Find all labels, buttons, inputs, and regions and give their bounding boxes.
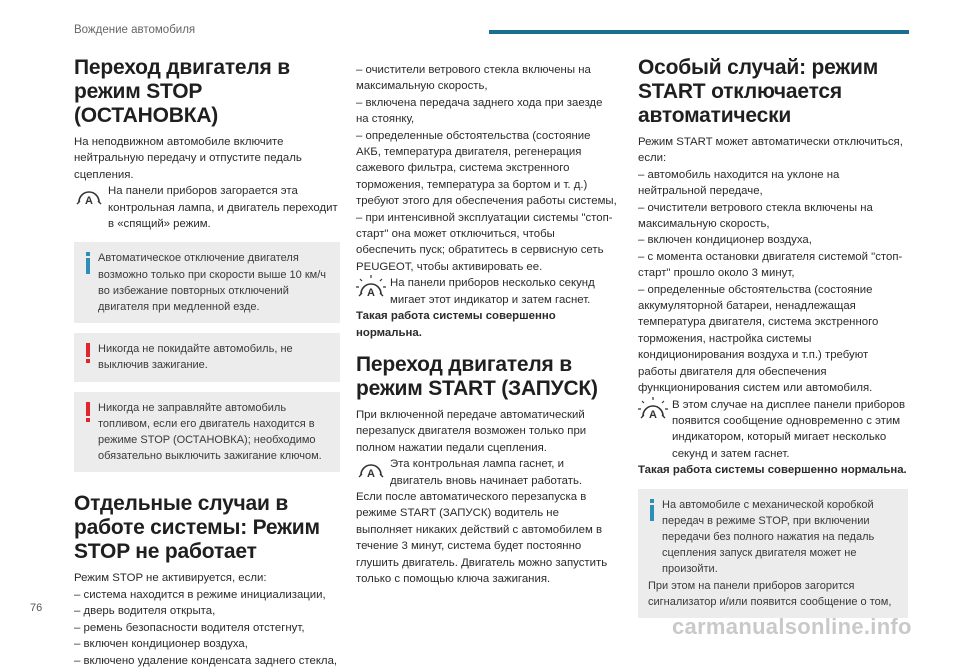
auto-stop-blink-icon xyxy=(638,397,668,427)
heading-start-mode: Переход двигателя в режим START (ЗАПУСК) xyxy=(356,352,598,400)
warning-box xyxy=(74,392,340,473)
info-box-text: На автомобиле с механической коробкой передач в режиме STOP, при включении передачи без полного нажатия на педаль сцепления запуск двигателя может не произойти. xyxy=(662,498,875,576)
list-item: – система находится в режиме инициализации, xyxy=(74,588,326,601)
paragraph: При включенной передаче автоматический перезапуск двигателя возможен только при полном нажатии педали сцепления. xyxy=(356,408,587,454)
list-item: – при интенсивной эксплуатации системы "стоп-старт" она может отключиться, чтобы обеспечить пуск; обратитесь в сервисную сеть PEUGEOT, чтобы активировать ее. xyxy=(356,211,613,273)
paragraph: На неподвижном автомобиле включите нейтральную передачу и отпустите педаль сцепления. xyxy=(74,136,302,181)
list-item: – очистители ветрового стекла включены на максимальную скорость, xyxy=(356,64,591,93)
header-accent-bar xyxy=(489,30,909,34)
info-box xyxy=(638,489,908,618)
icon-paragraph xyxy=(638,397,908,463)
heading-stop-mode: Переход двигателя в режим STOP (ОСТАНОВКА) xyxy=(74,56,290,127)
normal-operation-note: Такая работа системы совершенно нормальна. xyxy=(356,310,556,339)
paragraph: Если после автоматического перезапуска в режиме START (ЗАПУСК) водитель не выполняет никаких действий с автомобилем в течение 3 минут, система будет постоянно глушить двигатель. Двигатель можно запустить только с помощью ключа зажигания. xyxy=(356,490,608,585)
list-item: – включено удаление конденсата заднего стекла, xyxy=(74,654,338,667)
warning-icon xyxy=(86,402,90,422)
heading-start-disabled: Особый случай: режим START отключается автоматически xyxy=(638,56,879,127)
list-item: – дверь водителя открыта, xyxy=(74,605,216,618)
warning-icon xyxy=(86,343,90,363)
info-box-text: При этом на панели приборов загорится сигнализатор и/или появится сообщение о том, xyxy=(648,579,892,608)
icon-paragraph xyxy=(356,275,618,308)
auto-stop-blink-icon xyxy=(356,275,386,305)
list-item: – включен кондиционер воздуха, xyxy=(638,234,812,247)
column-1 xyxy=(74,56,340,669)
icon-paragraph-text: В этом случае на дисплее панели приборов появится сообщение одновременно с этим индикатором, который мигает несколько секунд и затем гаснет. xyxy=(672,398,906,460)
list-item: – определенные обстоятельства (состояние АКБ, температура двигателя, регенерация сажевого фильтра, система экстренного торможения, температура за бортом и т. д.) требуют этого для обеспечения работы системы, xyxy=(356,129,617,208)
auto-stop-icon xyxy=(356,456,386,486)
icon-paragraph-text: На панели приборов загорается эта контрольная лампа, и двигатель переходит в «спящий» режим. xyxy=(108,185,338,231)
info-box-text: Автоматическое отключение двигателя возможно только при скорости выше 10 км/ч во избежание повторных отключений двигателя при медленной езде. xyxy=(98,252,326,314)
heading-special-cases: Отдельные случаи в работе системы: Режим STOP не работает xyxy=(74,492,320,564)
info-box xyxy=(74,242,340,323)
warning-box-text: Никогда не заправляйте автомобиль топливом, если его двигатель находится в режиме STOP (ОСТАНОВКА); необходимо обязательно выключить зажигание ключом. xyxy=(98,401,322,463)
warning-box-text: Никогда не покидайте автомобиль, не выключив зажигание. xyxy=(98,343,293,372)
icon-paragraph xyxy=(356,456,618,489)
page-header-title: Вождение автомобиля xyxy=(74,24,196,36)
paragraph: Режим START может автоматически отключиться, если: xyxy=(638,136,903,165)
list-item: – автомобиль находится на уклоне на нейтральной передаче, xyxy=(638,168,840,198)
column-3 xyxy=(638,56,908,628)
info-icon xyxy=(86,252,90,274)
auto-stop-icon xyxy=(74,183,104,213)
list-item: – определенные обстоятельства (состояние аккумуляторной батареи, ненадлежащая температура двигателя, система экстренного торможения, настройка системы кондиционирования воздуха и т.п.) требуют работы двигателя для обеспечения функционирования систем или автомобиля. xyxy=(638,283,879,395)
warning-box xyxy=(74,333,340,381)
icon-paragraph-text: На панели приборов несколько секунд мигает этот индикатор и затем гаснет. xyxy=(390,277,595,306)
normal-operation-note: Такая работа системы совершенно нормальна. xyxy=(638,464,907,477)
watermark-text: carmanualsonline.info xyxy=(672,614,912,639)
icon-paragraph-text: Эта контрольная лампа гаснет, и двигатель вновь начинает работать. xyxy=(390,458,583,487)
list-item: – включен кондиционер воздуха, xyxy=(74,638,248,651)
list-item: – очистители ветрового стекла включены на максимальную скорость, xyxy=(638,201,873,231)
page-number: 76 xyxy=(30,602,43,614)
list-item: – с момента остановки двигателя системой "стоп-старт" прошло около 3 минут, xyxy=(638,250,903,280)
paragraph: Режим STOP не активируется, если: xyxy=(74,572,267,585)
list-item: – ремень безопасности водителя отстегнут, xyxy=(74,621,305,634)
list-item: – включена передача заднего хода при заезде на стоянку, xyxy=(356,96,603,126)
info-icon xyxy=(650,499,654,521)
column-2 xyxy=(356,62,618,587)
icon-paragraph xyxy=(74,183,340,232)
